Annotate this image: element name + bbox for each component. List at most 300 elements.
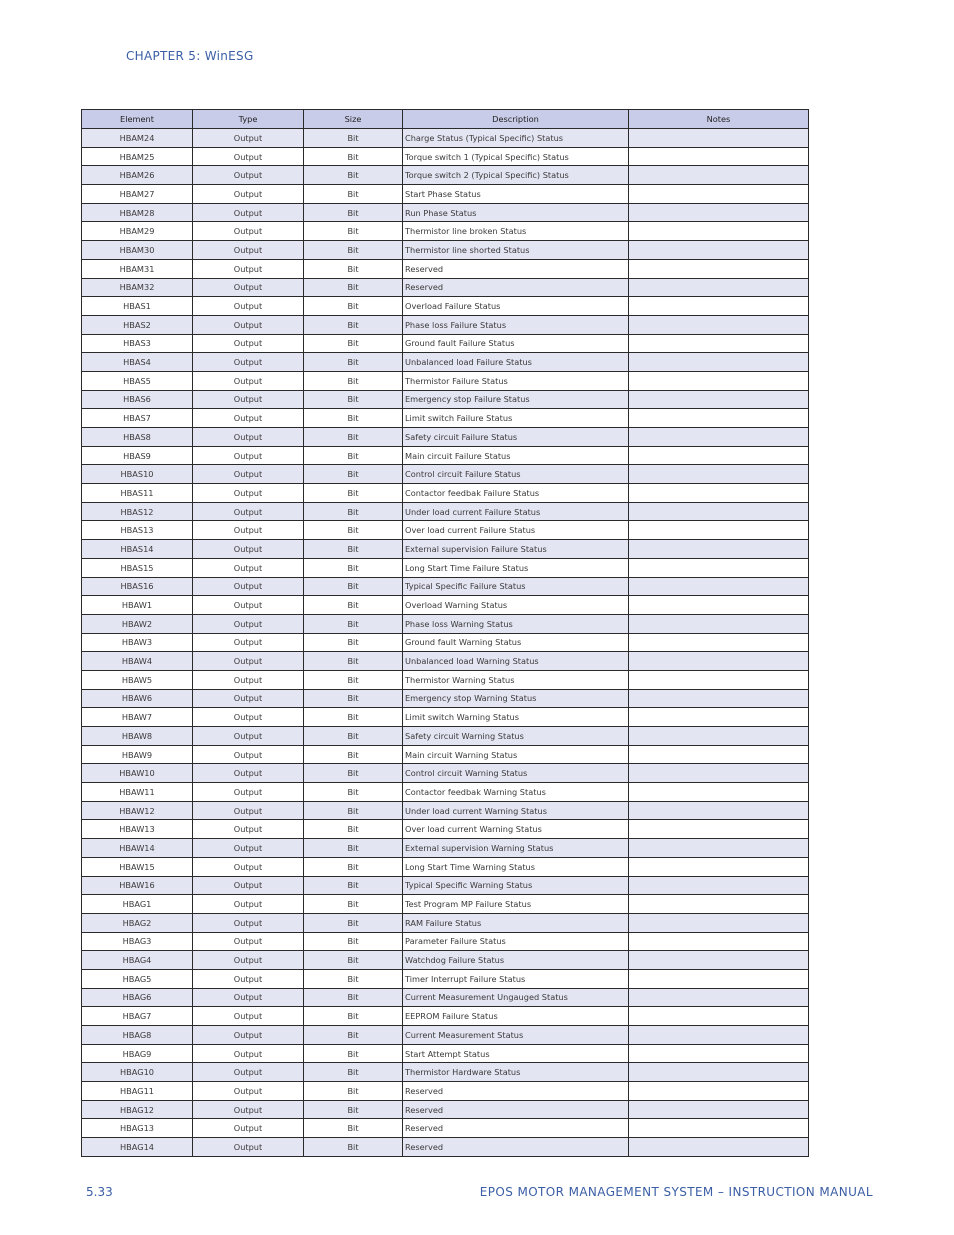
cell-notes — [629, 633, 809, 652]
table-row — [82, 203, 809, 222]
cell-size: Bit — [304, 839, 403, 858]
cell-type: Output — [193, 633, 304, 652]
cell-type: Output — [193, 297, 304, 316]
cell-type: Output — [193, 708, 304, 727]
cell-element: HBAG3 — [82, 932, 193, 951]
cell-element: HBAW9 — [82, 745, 193, 764]
cell-description: Ground fault Failure Status — [403, 334, 629, 353]
cell-type: Output — [193, 1119, 304, 1138]
cell-notes — [629, 1119, 809, 1138]
cell-notes — [629, 670, 809, 689]
cell-notes — [629, 1063, 809, 1082]
cell-size: Bit — [304, 876, 403, 895]
cell-size: Bit — [304, 371, 403, 390]
table-row — [82, 502, 809, 521]
cell-size: Bit — [304, 185, 403, 204]
cell-notes — [629, 1007, 809, 1026]
cell-description: Long Start Time Failure Status — [403, 558, 629, 577]
table-body — [82, 129, 809, 1157]
table-row — [82, 689, 809, 708]
cell-notes — [629, 969, 809, 988]
cell-size: Bit — [304, 484, 403, 503]
cell-size: Bit — [304, 1082, 403, 1101]
cell-element: HBAG13 — [82, 1119, 193, 1138]
table-row — [82, 409, 809, 428]
cell-element: HBAW16 — [82, 876, 193, 895]
cell-notes — [629, 241, 809, 260]
cell-element: HBAM31 — [82, 259, 193, 278]
cell-type: Output — [193, 670, 304, 689]
table-row — [82, 484, 809, 503]
cell-description: Control circuit Failure Status — [403, 465, 629, 484]
cell-type: Output — [193, 596, 304, 615]
cell-element: HBAS3 — [82, 334, 193, 353]
cell-size: Bit — [304, 1119, 403, 1138]
cell-element: HBAS13 — [82, 521, 193, 540]
cell-size: Bit — [304, 1044, 403, 1063]
cell-description: Typical Specific Warning Status — [403, 876, 629, 895]
cell-description: Main circuit Failure Status — [403, 446, 629, 465]
cell-element: HBAS2 — [82, 315, 193, 334]
cell-size: Bit — [304, 521, 403, 540]
cell-type: Output — [193, 558, 304, 577]
cell-size: Bit — [304, 222, 403, 241]
cell-description: Start Phase Status — [403, 185, 629, 204]
cell-description: Safety circuit Warning Status — [403, 727, 629, 746]
cell-type: Output — [193, 465, 304, 484]
cell-element: HBAG7 — [82, 1007, 193, 1026]
table-row — [82, 951, 809, 970]
cell-element: HBAM27 — [82, 185, 193, 204]
cell-type: Output — [193, 446, 304, 465]
cell-type: Output — [193, 353, 304, 372]
table-row — [82, 1007, 809, 1026]
cell-description: Emergency stop Warning Status — [403, 689, 629, 708]
table-row — [82, 558, 809, 577]
cell-description: Parameter Failure Status — [403, 932, 629, 951]
cell-description: Under load current Warning Status — [403, 801, 629, 820]
cell-element: HBAS12 — [82, 502, 193, 521]
cell-type: Output — [193, 259, 304, 278]
cell-element: HBAS9 — [82, 446, 193, 465]
cell-notes — [629, 1138, 809, 1157]
cell-size: Bit — [304, 670, 403, 689]
cell-size: Bit — [304, 857, 403, 876]
table-row — [82, 969, 809, 988]
table-row — [82, 988, 809, 1007]
cell-element: HBAG2 — [82, 913, 193, 932]
table-row — [82, 278, 809, 297]
cell-description: Torque switch 1 (Typical Specific) Status — [403, 147, 629, 166]
cell-description: Reserved — [403, 1119, 629, 1138]
cell-size: Bit — [304, 558, 403, 577]
cell-element: HBAS15 — [82, 558, 193, 577]
cell-description: Phase loss Failure Status — [403, 315, 629, 334]
cell-type: Output — [193, 222, 304, 241]
cell-type: Output — [193, 895, 304, 914]
cell-element: HBAS1 — [82, 297, 193, 316]
cell-element: HBAW3 — [82, 633, 193, 652]
table-row — [82, 1026, 809, 1045]
cell-notes — [629, 203, 809, 222]
table-row — [82, 652, 809, 671]
table-header-row — [82, 110, 809, 129]
cell-element: HBAS16 — [82, 577, 193, 596]
cell-type: Output — [193, 913, 304, 932]
cell-type: Output — [193, 839, 304, 858]
cell-size: Bit — [304, 129, 403, 148]
cell-type: Output — [193, 334, 304, 353]
cell-notes — [629, 315, 809, 334]
cell-notes — [629, 913, 809, 932]
cell-description: Test Program MP Failure Status — [403, 895, 629, 914]
cell-type: Output — [193, 1100, 304, 1119]
cell-size: Bit — [304, 428, 403, 447]
cell-element: HBAW5 — [82, 670, 193, 689]
cell-type: Output — [193, 390, 304, 409]
page-number: 5.33 — [86, 1185, 113, 1199]
cell-type: Output — [193, 1044, 304, 1063]
cell-element: HBAG4 — [82, 951, 193, 970]
cell-type: Output — [193, 409, 304, 428]
table-row — [82, 857, 809, 876]
cell-size: Bit — [304, 633, 403, 652]
cell-type: Output — [193, 484, 304, 503]
cell-element: HBAW6 — [82, 689, 193, 708]
cell-type: Output — [193, 876, 304, 895]
table-row — [82, 913, 809, 932]
cell-notes — [629, 876, 809, 895]
table-row — [82, 670, 809, 689]
cell-size: Bit — [304, 932, 403, 951]
cell-type: Output — [193, 185, 304, 204]
cell-type: Output — [193, 727, 304, 746]
table-row — [82, 1063, 809, 1082]
cell-description: External supervision Warning Status — [403, 839, 629, 858]
cell-element: HBAW12 — [82, 801, 193, 820]
cell-type: Output — [193, 988, 304, 1007]
column-header-size: Size — [304, 110, 403, 129]
cell-type: Output — [193, 129, 304, 148]
cell-element: HBAW14 — [82, 839, 193, 858]
cell-element: HBAG1 — [82, 895, 193, 914]
cell-description: Long Start Time Warning Status — [403, 857, 629, 876]
cell-element: HBAG10 — [82, 1063, 193, 1082]
cell-description: Emergency stop Failure Status — [403, 390, 629, 409]
table-row — [82, 297, 809, 316]
cell-size: Bit — [304, 1138, 403, 1157]
table-row — [82, 1100, 809, 1119]
cell-type: Output — [193, 614, 304, 633]
cell-notes — [629, 596, 809, 615]
table-row — [82, 1119, 809, 1138]
cell-element: HBAS11 — [82, 484, 193, 503]
cell-size: Bit — [304, 353, 403, 372]
cell-description: Control circuit Warning Status — [403, 764, 629, 783]
cell-element: HBAW2 — [82, 614, 193, 633]
cell-notes — [629, 297, 809, 316]
cell-element: HBAG6 — [82, 988, 193, 1007]
cell-notes — [629, 708, 809, 727]
cell-size: Bit — [304, 820, 403, 839]
cell-notes — [629, 502, 809, 521]
cell-element: HBAM32 — [82, 278, 193, 297]
cell-notes — [629, 390, 809, 409]
cell-size: Bit — [304, 334, 403, 353]
cell-type: Output — [193, 932, 304, 951]
cell-type: Output — [193, 147, 304, 166]
cell-size: Bit — [304, 783, 403, 802]
cell-notes — [629, 129, 809, 148]
chapter-heading: CHAPTER 5: WinESG — [126, 49, 254, 63]
cell-type: Output — [193, 540, 304, 559]
cell-element: HBAG5 — [82, 969, 193, 988]
cell-type: Output — [193, 577, 304, 596]
cell-element: HBAS5 — [82, 371, 193, 390]
table-row — [82, 839, 809, 858]
cell-notes — [629, 839, 809, 858]
cell-element: HBAW15 — [82, 857, 193, 876]
cell-type: Output — [193, 969, 304, 988]
table-row — [82, 1082, 809, 1101]
cell-description: Contactor feedbak Warning Status — [403, 783, 629, 802]
table-row — [82, 371, 809, 390]
cell-element: HBAS6 — [82, 390, 193, 409]
cell-notes — [629, 857, 809, 876]
cell-size: Bit — [304, 278, 403, 297]
cell-notes — [629, 895, 809, 914]
table-row — [82, 577, 809, 596]
cell-description: Unbalanced load Failure Status — [403, 353, 629, 372]
cell-description: Watchdog Failure Status — [403, 951, 629, 970]
cell-size: Bit — [304, 708, 403, 727]
cell-element: HBAG14 — [82, 1138, 193, 1157]
cell-description: Overload Warning Status — [403, 596, 629, 615]
table-row — [82, 334, 809, 353]
cell-size: Bit — [304, 727, 403, 746]
cell-notes — [629, 446, 809, 465]
cell-description: Reserved — [403, 1100, 629, 1119]
table-row — [82, 521, 809, 540]
cell-notes — [629, 409, 809, 428]
table-row — [82, 764, 809, 783]
cell-size: Bit — [304, 951, 403, 970]
table-row — [82, 540, 809, 559]
cell-description: Ground fault Warning Status — [403, 633, 629, 652]
cell-element: HBAS7 — [82, 409, 193, 428]
cell-description: Thermistor line broken Status — [403, 222, 629, 241]
cell-size: Bit — [304, 745, 403, 764]
cell-notes — [629, 764, 809, 783]
table-row — [82, 390, 809, 409]
cell-element: HBAW1 — [82, 596, 193, 615]
cell-notes — [629, 371, 809, 390]
table-row — [82, 1044, 809, 1063]
cell-element: HBAM28 — [82, 203, 193, 222]
cell-notes — [629, 1044, 809, 1063]
cell-description: Reserved — [403, 1082, 629, 1101]
cell-element: HBAW4 — [82, 652, 193, 671]
cell-type: Output — [193, 203, 304, 222]
table-row — [82, 1138, 809, 1157]
cell-type: Output — [193, 652, 304, 671]
cell-notes — [629, 334, 809, 353]
column-header-notes: Notes — [629, 110, 809, 129]
cell-description: Torque switch 2 (Typical Specific) Status — [403, 166, 629, 185]
cell-element: HBAM25 — [82, 147, 193, 166]
cell-type: Output — [193, 745, 304, 764]
cell-size: Bit — [304, 895, 403, 914]
cell-type: Output — [193, 1026, 304, 1045]
cell-notes — [629, 222, 809, 241]
cell-element: HBAS8 — [82, 428, 193, 447]
cell-size: Bit — [304, 241, 403, 260]
cell-notes — [629, 1100, 809, 1119]
cell-size: Bit — [304, 203, 403, 222]
cell-type: Output — [193, 1082, 304, 1101]
table-row — [82, 222, 809, 241]
cell-size: Bit — [304, 446, 403, 465]
cell-description: Limit switch Warning Status — [403, 708, 629, 727]
table-row — [82, 129, 809, 148]
cell-description: Charge Status (Typical Specific) Status — [403, 129, 629, 148]
cell-notes — [629, 465, 809, 484]
cell-element: HBAG11 — [82, 1082, 193, 1101]
table-row — [82, 895, 809, 914]
cell-description: Typical Specific Failure Status — [403, 577, 629, 596]
cell-element: HBAW10 — [82, 764, 193, 783]
cell-element: HBAG12 — [82, 1100, 193, 1119]
cell-element: HBAW8 — [82, 727, 193, 746]
cell-notes — [629, 521, 809, 540]
cell-size: Bit — [304, 465, 403, 484]
table-row — [82, 259, 809, 278]
table-row — [82, 727, 809, 746]
cell-description: Current Measurement Ungauged Status — [403, 988, 629, 1007]
table-row — [82, 315, 809, 334]
cell-description: Contactor feedbak Failure Status — [403, 484, 629, 503]
cell-type: Output — [193, 428, 304, 447]
cell-description: Phase loss Warning Status — [403, 614, 629, 633]
cell-notes — [629, 558, 809, 577]
cell-size: Bit — [304, 1026, 403, 1045]
column-header-description: Description — [403, 110, 629, 129]
cell-type: Output — [193, 1138, 304, 1157]
cell-type: Output — [193, 315, 304, 334]
column-header-type: Type — [193, 110, 304, 129]
cell-element: HBAM24 — [82, 129, 193, 148]
cell-description: Over load current Failure Status — [403, 521, 629, 540]
table-row — [82, 147, 809, 166]
cell-type: Output — [193, 502, 304, 521]
cell-type: Output — [193, 801, 304, 820]
cell-size: Bit — [304, 409, 403, 428]
cell-type: Output — [193, 371, 304, 390]
cell-description: Unbalanced load Warning Status — [403, 652, 629, 671]
cell-size: Bit — [304, 502, 403, 521]
cell-element: HBAG9 — [82, 1044, 193, 1063]
cell-description: Thermistor Warning Status — [403, 670, 629, 689]
cell-size: Bit — [304, 1100, 403, 1119]
element-table — [81, 109, 809, 1157]
cell-notes — [629, 1026, 809, 1045]
cell-element: HBAS4 — [82, 353, 193, 372]
cell-notes — [629, 166, 809, 185]
cell-element: HBAW13 — [82, 820, 193, 839]
table-row — [82, 820, 809, 839]
cell-notes — [629, 1082, 809, 1101]
cell-notes — [629, 353, 809, 372]
cell-notes — [629, 801, 809, 820]
cell-type: Output — [193, 1007, 304, 1026]
cell-size: Bit — [304, 315, 403, 334]
cell-element: HBAM29 — [82, 222, 193, 241]
cell-description: Safety circuit Failure Status — [403, 428, 629, 447]
cell-notes — [629, 988, 809, 1007]
cell-size: Bit — [304, 540, 403, 559]
cell-size: Bit — [304, 614, 403, 633]
cell-type: Output — [193, 241, 304, 260]
cell-size: Bit — [304, 988, 403, 1007]
cell-description: Reserved — [403, 1138, 629, 1157]
cell-type: Output — [193, 278, 304, 297]
cell-size: Bit — [304, 147, 403, 166]
cell-size: Bit — [304, 577, 403, 596]
cell-description: External supervision Failure Status — [403, 540, 629, 559]
cell-description: RAM Failure Status — [403, 913, 629, 932]
cell-description: Timer Interrupt Failure Status — [403, 969, 629, 988]
table-row — [82, 428, 809, 447]
cell-description: Main circuit Warning Status — [403, 745, 629, 764]
cell-notes — [629, 727, 809, 746]
cell-size: Bit — [304, 297, 403, 316]
cell-size: Bit — [304, 259, 403, 278]
cell-description: Reserved — [403, 259, 629, 278]
cell-type: Output — [193, 166, 304, 185]
table-row — [82, 353, 809, 372]
cell-description: Reserved — [403, 278, 629, 297]
cell-notes — [629, 689, 809, 708]
cell-size: Bit — [304, 689, 403, 708]
cell-type: Output — [193, 764, 304, 783]
cell-type: Output — [193, 857, 304, 876]
cell-size: Bit — [304, 913, 403, 932]
cell-element: HBAG8 — [82, 1026, 193, 1045]
table-row — [82, 801, 809, 820]
table-row — [82, 446, 809, 465]
table-row — [82, 932, 809, 951]
table-row — [82, 465, 809, 484]
cell-notes — [629, 484, 809, 503]
cell-size: Bit — [304, 166, 403, 185]
cell-element: HBAS14 — [82, 540, 193, 559]
table-row — [82, 876, 809, 895]
table-row — [82, 185, 809, 204]
cell-type: Output — [193, 521, 304, 540]
cell-type: Output — [193, 689, 304, 708]
cell-notes — [629, 820, 809, 839]
cell-size: Bit — [304, 801, 403, 820]
cell-size: Bit — [304, 764, 403, 783]
cell-size: Bit — [304, 1007, 403, 1026]
cell-description: Overload Failure Status — [403, 297, 629, 316]
cell-notes — [629, 745, 809, 764]
cell-description: Under load current Failure Status — [403, 502, 629, 521]
cell-notes — [629, 652, 809, 671]
cell-notes — [629, 951, 809, 970]
table-row — [82, 745, 809, 764]
cell-type: Output — [193, 1063, 304, 1082]
